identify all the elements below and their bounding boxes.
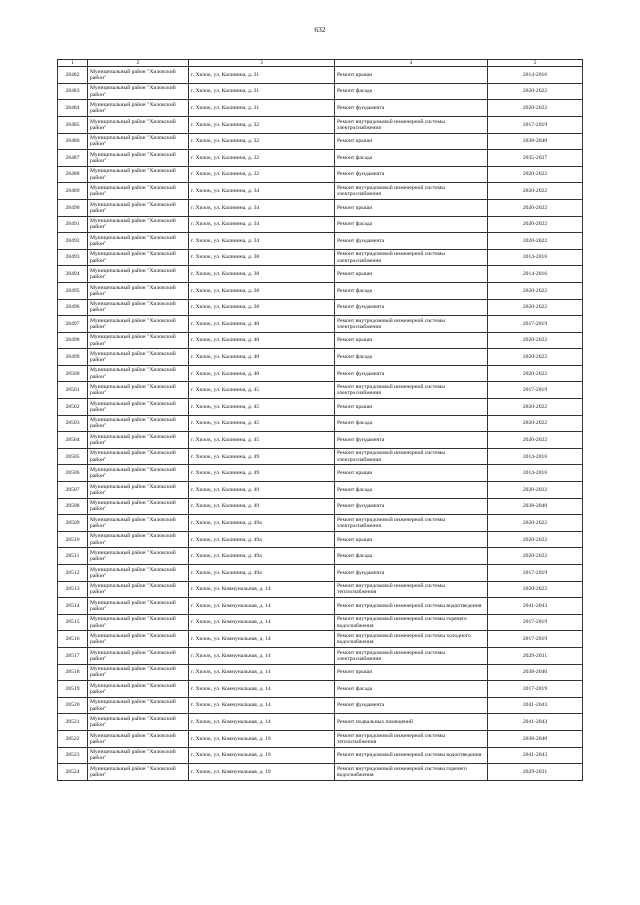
work-type-cell: Ремонт внутридомовой инженерной системы теплоснабжения (335, 730, 488, 747)
address-cell: г. Хилок, ул. Коммунальная, д. 19 (189, 730, 335, 747)
work-type-cell: Ремонт крыши (335, 133, 488, 150)
table-row (58, 714, 583, 731)
work-type-cell: Ремонт фасада (335, 415, 488, 432)
work-type-cell: Ремонт фундамента (335, 365, 488, 382)
address-cell: г. Хилок, ул. Калинина, д. 45 (189, 382, 335, 399)
table-row (58, 581, 583, 598)
row-number: 28498 (58, 332, 88, 349)
table-row (58, 150, 583, 167)
work-type-cell: Ремонт крыши (335, 664, 488, 681)
row-number: 28506 (58, 465, 88, 482)
district-cell: Муниципальный район "Хилокский район" (88, 349, 189, 366)
table-row (58, 448, 583, 465)
period-cell: 2020-2022 (488, 432, 583, 449)
address-cell: г. Хилок, ул. Калинина, д. 45 (189, 415, 335, 432)
work-type-cell: Ремонт фасада (335, 150, 488, 167)
work-type-cell: Ремонт внутридомовой инженерной системы водоотведения (335, 747, 488, 764)
row-number: 28511 (58, 548, 88, 565)
period-cell: 2035-2037 (488, 150, 583, 167)
row-number: 28499 (58, 349, 88, 366)
table-row (58, 647, 583, 664)
district-cell: Муниципальный район "Хилокский район" (88, 282, 189, 299)
period-cell: 2020-2022 (488, 515, 583, 532)
work-type-cell: Ремонт фундамента (335, 166, 488, 183)
row-number: 28491 (58, 216, 88, 233)
period-cell: 2017-2019 (488, 614, 583, 631)
address-cell: г. Хилок, ул. Коммунальная, д. 14 (189, 598, 335, 615)
work-type-cell: Ремонт фасада (335, 349, 488, 366)
period-cell: 2017-2019 (488, 116, 583, 133)
district-cell: Муниципальный район "Хилокский район" (88, 216, 189, 233)
district-cell: Муниципальный район "Хилокский район" (88, 83, 189, 100)
address-cell: г. Хилок, ул. Калинина, д. 49а (189, 565, 335, 582)
address-cell: г. Хилок, ул. Коммунальная, д. 14 (189, 714, 335, 731)
period-cell: 2020-2022 (488, 415, 583, 432)
district-cell: Муниципальный район "Хилокский район" (88, 548, 189, 565)
period-cell: 2041-2043 (488, 714, 583, 731)
work-type-cell: Ремонт внутридомовой инженерной системы электроснабжения (335, 316, 488, 333)
row-number: 28524 (58, 764, 88, 781)
row-number: 28502 (58, 399, 88, 416)
table-row (58, 67, 583, 84)
address-cell: г. Хилок, ул. Калинина, д. 40 (189, 365, 335, 382)
period-cell: 2020-2022 (488, 349, 583, 366)
work-type-cell: Ремонт фасада (335, 83, 488, 100)
period-cell: 2038-2040 (488, 133, 583, 150)
row-number: 28486 (58, 133, 88, 150)
district-cell: Муниципальный район "Хилокский район" (88, 100, 189, 117)
district-cell: Муниципальный район "Хилокский район" (88, 365, 189, 382)
table-row (58, 166, 583, 183)
address-cell: г. Хилок, ул. Коммунальная, д. 14 (189, 581, 335, 598)
row-number: 28487 (58, 150, 88, 167)
work-type-cell: Ремонт фасада (335, 681, 488, 698)
district-cell: Муниципальный район "Хилокский район" (88, 233, 189, 250)
table-row (58, 482, 583, 499)
period-cell: 2020-2022 (488, 83, 583, 100)
period-cell: 2020-2022 (488, 482, 583, 499)
period-cell: 2029-2031 (488, 647, 583, 664)
address-cell: г. Хилок, ул. Калинина, д. 49а (189, 548, 335, 565)
table-row (58, 199, 583, 216)
work-type-cell: Ремонт фундамента (335, 498, 488, 515)
district-cell: Муниципальный район "Хилокский район" (88, 598, 189, 615)
work-type-cell: Ремонт внутридомовой инженерной системы горячего водоснабжения (335, 764, 488, 781)
table-header-row (58, 60, 583, 67)
address-cell: г. Хилок, ул. Калинина, д. 31 (189, 67, 335, 84)
district-cell: Муниципальный район "Хилокский район" (88, 764, 189, 781)
district-cell: Муниципальный район "Хилокский район" (88, 581, 189, 598)
district-cell: Муниципальный район "Хилокский район" (88, 399, 189, 416)
district-cell: Муниципальный район "Хилокский район" (88, 150, 189, 167)
address-cell: г. Хилок, ул. Коммунальная, д. 19 (189, 764, 335, 781)
table-row (58, 432, 583, 449)
district-cell: Муниципальный район "Хилокский район" (88, 133, 189, 150)
page-number: 632 (314, 25, 326, 34)
district-cell: Муниципальный район "Хилокский район" (88, 531, 189, 548)
address-cell: г. Хилок, ул. Коммунальная, д. 19 (189, 747, 335, 764)
address-cell: г. Хилок, ул. Калинина, д. 49 (189, 448, 335, 465)
column-header: 2 (88, 60, 189, 67)
row-number: 28515 (58, 614, 88, 631)
work-type-cell: Ремонт крыши (335, 67, 488, 84)
district-cell: Муниципальный район "Хилокский район" (88, 681, 189, 698)
work-type-cell: Ремонт крыши (335, 332, 488, 349)
period-cell: 2020-2022 (488, 332, 583, 349)
work-type-cell: Ремонт внутридомовой инженерной системы электроснабжения (335, 249, 488, 266)
table-row (58, 299, 583, 316)
work-type-cell: Ремонт фундамента (335, 299, 488, 316)
address-cell: г. Хилок, ул. Коммунальная, д. 14 (189, 631, 335, 648)
table-row (58, 133, 583, 150)
period-cell: 2020-2022 (488, 399, 583, 416)
period-cell: 2020-2022 (488, 282, 583, 299)
work-type-cell: Ремонт фундамента (335, 432, 488, 449)
period-cell: 2038-2040 (488, 498, 583, 515)
row-number: 28520 (58, 697, 88, 714)
work-type-cell: Ремонт крыши (335, 266, 488, 283)
period-cell: 2029-2031 (488, 764, 583, 781)
district-cell: Муниципальный район "Хилокский район" (88, 730, 189, 747)
work-type-cell: Ремонт внутридомовой инженерной системы электроснабжения (335, 116, 488, 133)
row-number: 28521 (58, 714, 88, 731)
address-cell: г. Хилок, ул. Коммунальная, д. 14 (189, 697, 335, 714)
column-header: 3 (189, 60, 335, 67)
work-type-cell: Ремонт фасада (335, 282, 488, 299)
row-number: 28507 (58, 482, 88, 499)
address-cell: г. Хилок, ул. Калинина, д. 31 (189, 100, 335, 117)
district-cell: Муниципальный район "Хилокский район" (88, 498, 189, 515)
district-cell: Муниципальный район "Хилокский район" (88, 664, 189, 681)
row-number: 28483 (58, 83, 88, 100)
address-cell: г. Хилок, ул. Калинина, д. 49 (189, 498, 335, 515)
address-cell: г. Хилок, ул. Калинина, д. 32 (189, 150, 335, 167)
address-cell: г. Хилок, ул. Калинина, д. 40 (189, 316, 335, 333)
row-number: 28510 (58, 531, 88, 548)
work-type-cell: Ремонт фундамента (335, 233, 488, 250)
row-number: 28508 (58, 498, 88, 515)
row-number: 28503 (58, 415, 88, 432)
row-number: 28484 (58, 100, 88, 117)
work-type-cell: Ремонт внутридомовой инженерной системы электроснабжения (335, 515, 488, 532)
row-number: 28497 (58, 316, 88, 333)
row-number: 28516 (58, 631, 88, 648)
district-cell: Муниципальный район "Хилокский район" (88, 697, 189, 714)
row-number: 28494 (58, 266, 88, 283)
work-type-cell: Ремонт внутридомовой инженерной системы водоотведения (335, 598, 488, 615)
period-cell: 2014-2016 (488, 465, 583, 482)
table-row (58, 515, 583, 532)
address-cell: г. Хилок, ул. Калинина, д. 34 (189, 183, 335, 200)
row-number: 28495 (58, 282, 88, 299)
table-row (58, 498, 583, 515)
district-cell: Муниципальный район "Хилокский район" (88, 249, 189, 266)
address-cell: г. Хилок, ул. Калинина, д. 34 (189, 216, 335, 233)
period-cell: 2041-2043 (488, 598, 583, 615)
district-cell: Муниципальный район "Хилокский район" (88, 465, 189, 482)
district-cell: Муниципальный район "Хилокский район" (88, 166, 189, 183)
period-cell: 2017-2019 (488, 681, 583, 698)
address-cell: г. Хилок, ул. Калинина, д. 49 (189, 465, 335, 482)
work-type-cell: Ремонт внутридомовой инженерной системы электроснабжения (335, 183, 488, 200)
district-cell: Муниципальный район "Хилокский район" (88, 415, 189, 432)
address-cell: г. Хилок, ул. Калинина, д. 32 (189, 166, 335, 183)
row-number: 28489 (58, 183, 88, 200)
period-cell: 2020-2022 (488, 199, 583, 216)
table-row (58, 614, 583, 631)
address-cell: г. Хилок, ул. Калинина, д. 38 (189, 266, 335, 283)
table-row (58, 730, 583, 747)
table-row (58, 681, 583, 698)
work-type-cell: Ремонт фасада (335, 216, 488, 233)
period-cell: 2020-2022 (488, 100, 583, 117)
address-cell: г. Хилок, ул. Калинина, д. 49а (189, 515, 335, 532)
period-cell: 2017-2019 (488, 316, 583, 333)
row-number: 28517 (58, 647, 88, 664)
address-cell: г. Хилок, ул. Калинина, д. 45 (189, 432, 335, 449)
row-number: 28519 (58, 681, 88, 698)
address-cell: г. Хилок, ул. Коммунальная, д. 14 (189, 614, 335, 631)
table-row (58, 382, 583, 399)
table-row (58, 399, 583, 416)
work-type-cell: Ремонт фундамента (335, 100, 488, 117)
table-row (58, 116, 583, 133)
period-cell: 2041-2043 (488, 697, 583, 714)
period-cell: 2020-2022 (488, 581, 583, 598)
district-cell: Муниципальный район "Хилокский район" (88, 67, 189, 84)
period-cell: 2020-2022 (488, 548, 583, 565)
table-row (58, 631, 583, 648)
period-cell: 2020-2022 (488, 216, 583, 233)
table-row (58, 764, 583, 781)
table-row (58, 266, 583, 283)
work-type-cell: Ремонт крыши (335, 399, 488, 416)
period-cell: 2038-2040 (488, 664, 583, 681)
table-row (58, 216, 583, 233)
period-cell: 2017-2019 (488, 382, 583, 399)
row-number: 28493 (58, 249, 88, 266)
period-cell: 2041-2043 (488, 747, 583, 764)
address-cell: г. Хилок, ул. Калинина, д. 31 (189, 83, 335, 100)
address-cell: г. Хилок, ул. Калинина, д. 32 (189, 133, 335, 150)
district-cell: Муниципальный район "Хилокский район" (88, 714, 189, 731)
row-number: 28490 (58, 199, 88, 216)
work-type-cell: Ремонт подвальных помещений (335, 714, 488, 731)
table-row (58, 332, 583, 349)
table-row (58, 316, 583, 333)
work-type-cell: Ремонт фасада (335, 548, 488, 565)
district-cell: Муниципальный район "Хилокский район" (88, 382, 189, 399)
period-cell: 2017-2019 (488, 631, 583, 648)
work-type-cell: Ремонт фундамента (335, 565, 488, 582)
row-number: 28482 (58, 67, 88, 84)
table-row (58, 349, 583, 366)
address-cell: г. Хилок, ул. Коммунальная, д. 14 (189, 681, 335, 698)
work-type-cell: Ремонт внутридомовой инженерной системы электроснабжения (335, 382, 488, 399)
address-cell: г. Хилок, ул. Калинина, д. 38 (189, 282, 335, 299)
address-cell: г. Хилок, ул. Калинина, д. 38 (189, 249, 335, 266)
work-type-cell: Ремонт крыши (335, 531, 488, 548)
district-cell: Муниципальный район "Хилокский район" (88, 614, 189, 631)
district-cell: Муниципальный район "Хилокский район" (88, 482, 189, 499)
district-cell: Муниципальный район "Хилокский район" (88, 199, 189, 216)
address-cell: г. Хилок, ул. Калинина, д. 40 (189, 349, 335, 366)
table-row (58, 565, 583, 582)
row-number: 28505 (58, 448, 88, 465)
period-cell: 2014-2016 (488, 266, 583, 283)
period-cell: 2014-2016 (488, 448, 583, 465)
address-cell: г. Хилок, ул. Калинина, д. 45 (189, 399, 335, 416)
district-cell: Муниципальный район "Хилокский район" (88, 183, 189, 200)
period-cell: 2020-2022 (488, 299, 583, 316)
row-number: 28504 (58, 432, 88, 449)
district-cell: Муниципальный район "Хилокский район" (88, 116, 189, 133)
work-type-cell: Ремонт внутридомовой инженерной системы горячего водоснабжения (335, 614, 488, 631)
period-cell: 2020-2022 (488, 531, 583, 548)
row-number: 28488 (58, 166, 88, 183)
district-cell: Муниципальный район "Хилокский район" (88, 515, 189, 532)
work-type-cell: Ремонт внутридомовой инженерной системы холодного водоснабжения (335, 631, 488, 648)
table-row (58, 100, 583, 117)
table-row (58, 531, 583, 548)
column-header: 1 (58, 60, 88, 67)
row-number: 28518 (58, 664, 88, 681)
period-cell: 2020-2022 (488, 233, 583, 250)
address-cell: г. Хилок, ул. Калинина, д. 34 (189, 233, 335, 250)
work-type-cell: Ремонт внутридомовой инженерной системы теплоснабжения (335, 581, 488, 598)
address-cell: г. Хилок, ул. Калинина, д. 49 (189, 482, 335, 499)
row-number: 28523 (58, 747, 88, 764)
work-type-cell: Ремонт крыши (335, 199, 488, 216)
work-type-cell: Ремонт внутридомовой инженерной системы электроснабжения (335, 647, 488, 664)
row-number: 28500 (58, 365, 88, 382)
row-number: 28501 (58, 382, 88, 399)
column-header: 5 (488, 60, 583, 67)
period-cell: 2020-2022 (488, 166, 583, 183)
table-row (58, 249, 583, 266)
table-row (58, 548, 583, 565)
table-row (58, 598, 583, 615)
district-cell: Муниципальный район "Хилокский район" (88, 747, 189, 764)
work-type-cell: Ремонт фасада (335, 482, 488, 499)
table-row (58, 282, 583, 299)
address-cell: г. Хилок, ул. Коммунальная, д. 14 (189, 647, 335, 664)
row-number: 28496 (58, 299, 88, 316)
table-row (58, 697, 583, 714)
table-row (58, 465, 583, 482)
address-cell: г. Хилок, ул. Коммунальная, д. 14 (189, 664, 335, 681)
table-row (58, 183, 583, 200)
row-number: 28514 (58, 598, 88, 615)
work-type-cell: Ремонт крыши (335, 465, 488, 482)
period-cell: 2014-2016 (488, 67, 583, 84)
district-cell: Муниципальный район "Хилокский район" (88, 631, 189, 648)
period-cell: 2017-2019 (488, 565, 583, 582)
table-row (58, 415, 583, 432)
district-cell: Муниципальный район "Хилокский район" (88, 266, 189, 283)
table-row (58, 664, 583, 681)
period-cell: 2020-2022 (488, 183, 583, 200)
address-cell: г. Хилок, ул. Калинина, д. 34 (189, 199, 335, 216)
row-number: 28522 (58, 730, 88, 747)
period-cell: 2020-2022 (488, 365, 583, 382)
address-cell: г. Хилок, ул. Калинина, д. 40 (189, 332, 335, 349)
row-number: 28509 (58, 515, 88, 532)
row-number: 28485 (58, 116, 88, 133)
table-row (58, 233, 583, 250)
district-cell: Муниципальный район "Хилокский район" (88, 316, 189, 333)
period-cell: 2014-2016 (488, 249, 583, 266)
district-cell: Муниципальный район "Хилокский район" (88, 432, 189, 449)
table-row (58, 83, 583, 100)
address-cell: г. Хилок, ул. Калинина, д. 38 (189, 299, 335, 316)
district-cell: Муниципальный район "Хилокский район" (88, 647, 189, 664)
address-cell: г. Хилок, ул. Калинина, д. 32 (189, 116, 335, 133)
district-cell: Муниципальный район "Хилокский район" (88, 332, 189, 349)
table-row (58, 365, 583, 382)
row-number: 28492 (58, 233, 88, 250)
work-type-cell: Ремонт фундамента (335, 697, 488, 714)
row-number: 28512 (58, 565, 88, 582)
table-row (58, 747, 583, 764)
district-cell: Муниципальный район "Хилокский район" (88, 299, 189, 316)
address-cell: г. Хилок, ул. Калинина, д. 49а (189, 531, 335, 548)
district-cell: Муниципальный район "Хилокский район" (88, 565, 189, 582)
work-type-cell: Ремонт внутридомовой инженерной системы электроснабжения (335, 448, 488, 465)
row-number: 28513 (58, 581, 88, 598)
period-cell: 2038-2040 (488, 730, 583, 747)
capital-repair-table (57, 59, 583, 781)
district-cell: Муниципальный район "Хилокский район" (88, 448, 189, 465)
column-header: 4 (335, 60, 488, 67)
